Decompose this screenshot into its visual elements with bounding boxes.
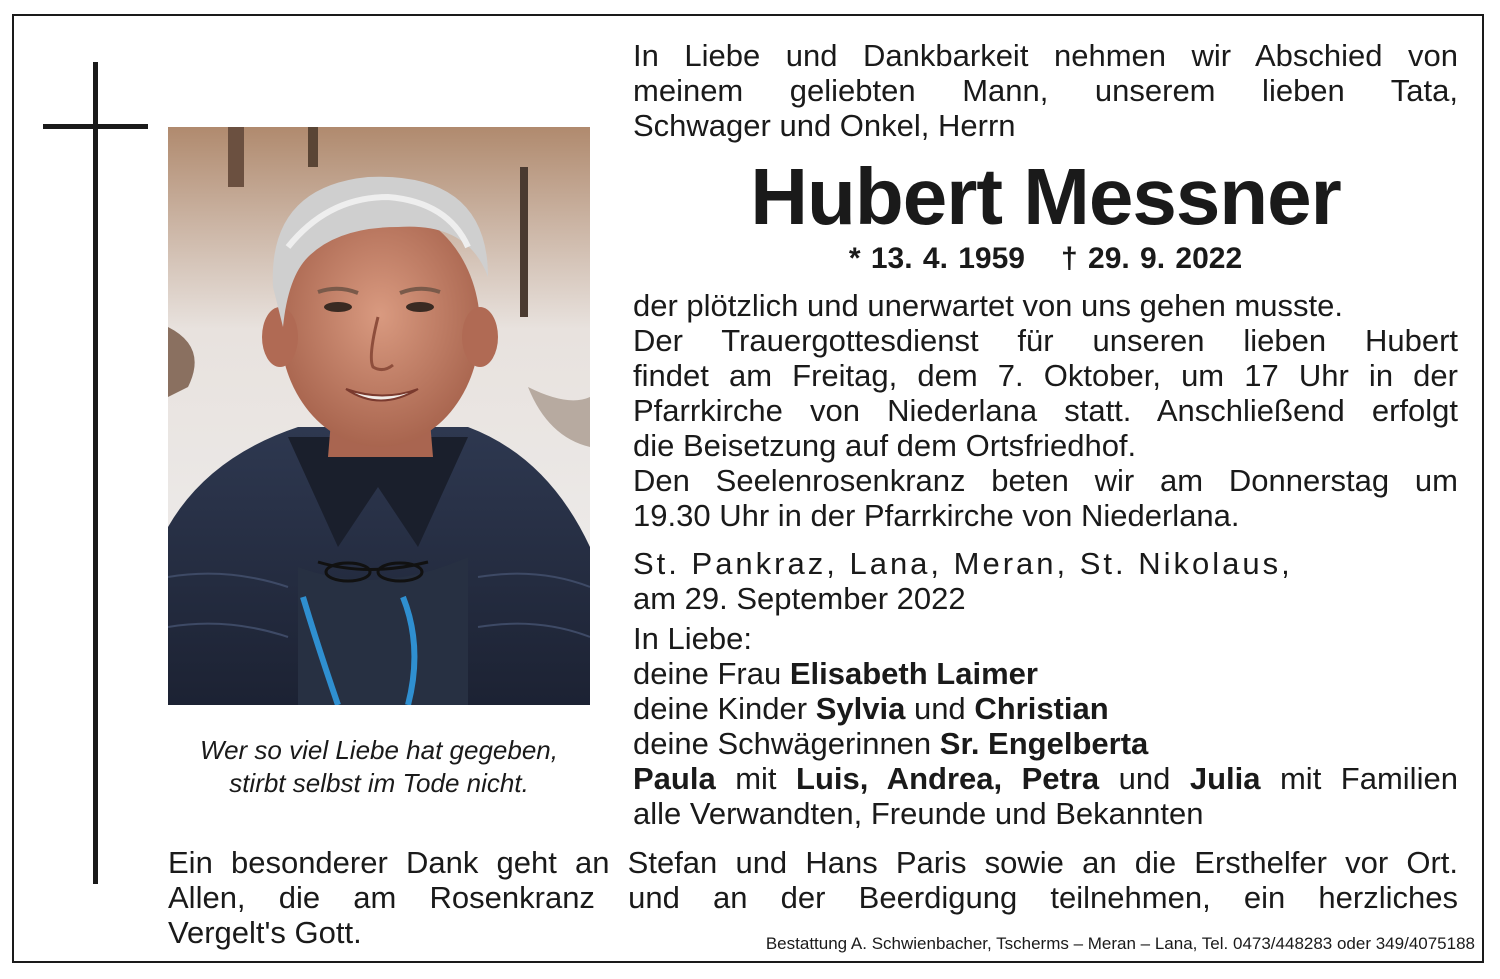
body-line: Pfarrkirche von Niederlana statt. Anschließend erfolgt — [633, 393, 1458, 428]
child-name: Christian — [974, 691, 1109, 726]
body-line: die Beisetzung auf dem Ortsfriedhof. — [633, 428, 1137, 463]
memorial-quote — [168, 734, 590, 800]
body-line: Den Seelenrosenkranz beten wir am Donnerstag um — [633, 463, 1458, 498]
relative-name: Julia — [1189, 761, 1261, 796]
and-word: und — [1118, 761, 1171, 796]
date-line — [633, 581, 1458, 616]
family-line-children — [633, 691, 1458, 726]
children-prefix: deine Kinder — [633, 691, 808, 726]
child-name: Sylvia — [815, 691, 906, 726]
sister-name: Paula — [633, 761, 716, 796]
thanks-line: Vergelt's Gott. — [168, 915, 362, 950]
family-line-relatives — [633, 761, 1458, 796]
sisters-prefix: deine Schwägerinnen — [633, 726, 932, 761]
family-line-sisters — [633, 726, 1458, 761]
service-details — [633, 288, 1458, 533]
funeral-home-footer: Bestattung A. Schwienbacher, Tscherms – Meran – Lana, Tel. 0473/448283 oder 349/4075188 — [765, 934, 1475, 953]
body-line: 19.30 Uhr in der Pfarrkirche von Niederlana. — [633, 498, 1240, 533]
body-line: Der Trauergottesdienst für unseren lieben Hubert — [633, 323, 1458, 358]
family-line-wife — [633, 656, 1458, 691]
sister-name: Sr. Engelberta — [939, 726, 1149, 761]
death-date: † 29. 9. 2022 — [1061, 242, 1243, 275]
date-text: am 29. September 2022 — [633, 581, 966, 616]
family-heading: In Liebe: — [633, 621, 752, 656]
thanks-line: Allen, die am Rosenkranz und an der Beerdigung teilnehmen, ein herzliches — [168, 880, 1458, 915]
with-word: mit — [735, 761, 777, 796]
place-line — [633, 546, 1458, 581]
relatives-names: Luis, Andrea, Petra — [796, 761, 1100, 796]
cross-icon-horizontal — [43, 124, 148, 129]
wife-name: Elisabeth Laimer — [789, 656, 1038, 691]
quote-line: stirbt selbst im Tode nicht. — [229, 768, 529, 798]
intro-text — [633, 38, 1458, 143]
birth-date: * 13. 4. 1959 — [848, 242, 1025, 275]
body-line: der plötzlich und unerwartet von uns gehen musste. — [633, 288, 1343, 323]
body-line: findet am Freitag, dem 7. Oktober, um 17 Uhr in der — [633, 358, 1458, 393]
family-list — [633, 621, 1458, 831]
quote-line: Wer so viel Liebe hat gegeben, — [200, 735, 558, 765]
intro-line: In Liebe und Dankbarkeit nehmen wir Abschied von — [633, 38, 1458, 73]
deceased-name: Hubert Messner — [750, 152, 1341, 241]
family-line-others: alle Verwandten, Freunde und Bekannten — [633, 796, 1204, 831]
wife-prefix: deine Frau — [633, 656, 782, 691]
intro-line: Schwager und Onkel, Herrn — [633, 108, 1016, 143]
with-families: mit Familien — [1279, 761, 1458, 796]
life-dates — [633, 239, 1458, 279]
thanks-line: Ein besonderer Dank geht an Stefan und Hans Paris sowie an die Ersthelfer vor Ort. — [168, 845, 1458, 880]
portrait-photo — [168, 127, 590, 705]
intro-line: meinem geliebten Mann, unserem lieben Tata, — [633, 73, 1458, 108]
children-and: und — [913, 691, 966, 726]
cross-icon-vertical — [93, 62, 98, 884]
place-text: St. Pankraz, Lana, Meran, St. Nikolaus, — [633, 546, 1293, 581]
